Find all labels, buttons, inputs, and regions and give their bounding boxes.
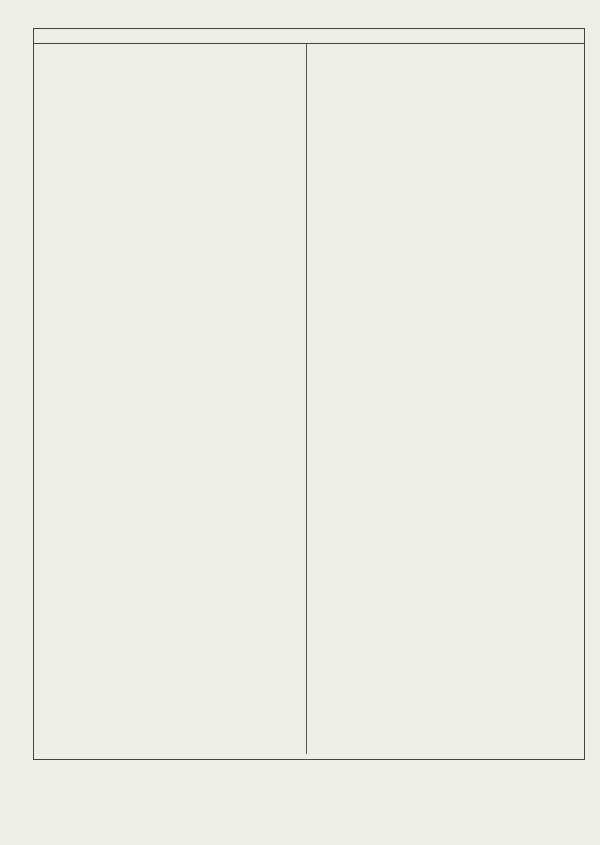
header-rule xyxy=(33,43,584,44)
column-divider xyxy=(306,44,307,754)
page-frame xyxy=(33,28,585,760)
